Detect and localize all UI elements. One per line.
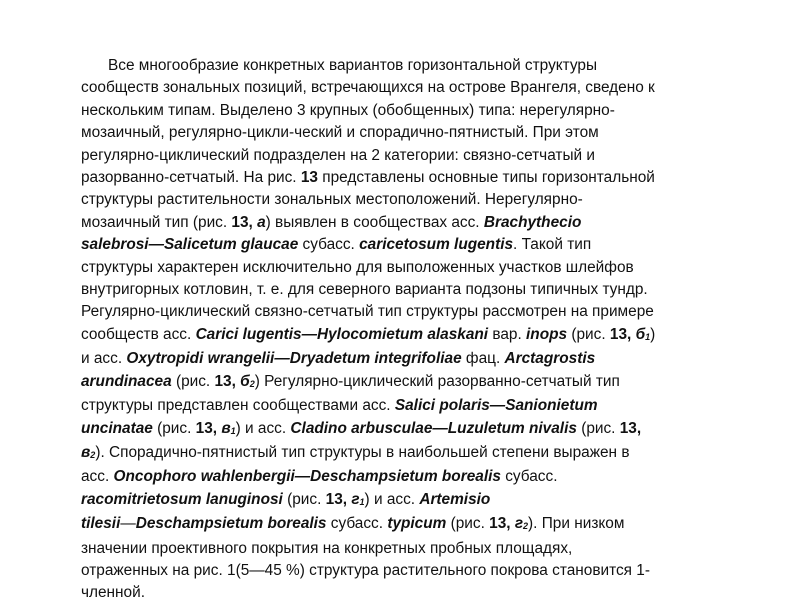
paragraph-line	[81, 279, 751, 301]
text-run: сообществ зональных позиций, встречающихся на острове Врангеля, сведено к	[81, 79, 655, 97]
text-run: (рис.	[446, 515, 490, 533]
text-run: (рис.	[576, 419, 620, 437]
latin-name-run: Deschampsietum borealis	[135, 515, 327, 533]
text-run: нескольким типам. Выделено 3 крупных (обобщенных) типа: нерегулярно-	[81, 101, 615, 119]
latin-name-run: salebrosi—Salicetum glaucae	[81, 236, 299, 254]
text-run: внутригорных котловин, т. е. для северного варианта подзоны типичных тундр.	[81, 281, 648, 299]
latin-name-run: б	[240, 372, 250, 390]
paragraph-line	[81, 560, 751, 582]
paragraph-line	[81, 122, 751, 144]
bold-text-run: 13,	[619, 419, 642, 437]
text-run: (рис.	[171, 372, 215, 390]
text-run: отраженных на рис. 1(5—45 %) структура растительного покрова становится 1-	[81, 561, 650, 579]
paragraph-line	[81, 77, 751, 99]
paragraph-line	[81, 234, 751, 256]
paragraph-line	[81, 55, 751, 77]
latin-name-run: tilesii	[81, 515, 121, 533]
text-run: субасс.	[298, 236, 360, 254]
text-run: Регулярно-циклический связно-сетчатый тип структуры рассмотрен на примере	[81, 303, 654, 321]
text-run: мозаичный, регулярно-цикли-ческий и спорадично-пятнистый. При этом	[81, 124, 599, 142]
text-run: (рис.	[567, 325, 610, 343]
text-run: асс.	[81, 468, 114, 486]
text-run: ). При низком	[528, 515, 625, 533]
paragraph-line	[81, 324, 751, 348]
latin-name-run: Carici lugentis—Hylocomietum alaskani	[195, 325, 489, 343]
text-run: Все многообразие конкретных вариантов горизонтальной структуры	[108, 57, 598, 74]
latin-name-run: б	[635, 325, 646, 343]
text-run: вар.	[488, 325, 527, 343]
text-run: регулярно-циклический подразделен на 2 категории: связно-сетчатый и	[81, 146, 595, 164]
latin-name-run: caricetosum lugentis	[359, 236, 514, 254]
text-run: ) и асс.	[235, 419, 291, 437]
paragraph-line	[81, 538, 751, 560]
text-run: мозаичный тип (рис.	[81, 213, 232, 231]
text-run: субасс.	[326, 515, 388, 533]
paragraph-line	[81, 100, 751, 122]
subscript-index: 1	[230, 425, 236, 436]
text-run: субасс.	[500, 468, 558, 486]
text-run: ) Регулярно-циклический разорванно-сетчатый тип	[254, 372, 620, 390]
paragraph-line	[81, 212, 751, 234]
bold-text-run: 13,	[489, 515, 515, 533]
text-run: (рис.	[282, 490, 326, 508]
bold-text-run: 13,	[195, 419, 222, 437]
latin-name-run: racomitrietosum lanuginosi	[81, 490, 283, 508]
text-run: фац.	[461, 350, 505, 368]
bold-text-run: 13	[300, 169, 318, 187]
paragraph-line	[81, 582, 751, 604]
text-run: значении проективного покрытия на конкретных пробных площадях,	[81, 539, 573, 557]
bold-text-run: 13,	[214, 372, 241, 390]
bold-text-run: 13,	[231, 213, 258, 231]
latin-name-run: в	[221, 419, 231, 437]
latin-name-run: Salici polaris—Sanionietum	[394, 397, 598, 415]
paragraph-line	[81, 145, 751, 167]
subscript-index: 1	[359, 496, 365, 507]
paragraph-line	[81, 442, 751, 466]
latin-name-run: uncinatae	[81, 419, 153, 437]
text-run: структуры представлен сообществами асс.	[81, 397, 395, 415]
subscript-index: 2	[90, 449, 96, 460]
latin-name-run: Oxytropidi wrangelii—Dryadetum integrifoliae	[126, 350, 462, 368]
subscript-index: 1	[645, 331, 651, 342]
subscript-index: 2	[523, 521, 529, 532]
latin-name-run: inops	[526, 325, 568, 343]
latin-name-run: Brachythecio	[483, 213, 582, 231]
latin-name-run: Artemisio	[419, 490, 491, 508]
latin-name-run: typicum	[387, 515, 447, 533]
bold-text-run: 13,	[325, 490, 352, 508]
latin-name-run: Cladino arbusculae—Luzuletum nivalis	[290, 419, 577, 437]
paragraph-line	[81, 395, 751, 417]
text-run: сообществ асс.	[81, 325, 196, 343]
paragraph-line	[81, 513, 751, 537]
latin-name-run: Arctagrostis	[504, 350, 596, 368]
latin-name-run: г	[514, 515, 524, 533]
text-run: представлены основные типы горизонтальной	[317, 169, 655, 187]
paragraph-line	[81, 348, 751, 370]
text-run: ). Спорадично-пятнистый тип структуры в наибольшей степени выражен в	[95, 443, 630, 461]
paragraph-line	[81, 189, 751, 211]
text-run: ) и асс.	[364, 490, 420, 508]
bold-text-run: 13,	[609, 325, 636, 343]
text-run: членной.	[81, 584, 145, 602]
latin-name-run: г	[351, 490, 360, 508]
text-run: структуры растительности зональных местоположений. Нерегулярно-	[81, 191, 583, 209]
text-run: разорванно-сетчатый. На рис.	[81, 169, 301, 187]
text-run: (рис.	[152, 419, 196, 437]
latin-name-run: Oncophoro wahlenbergii—Deschampsietum borealis	[113, 468, 501, 486]
latin-name-run: arundinacea	[81, 372, 172, 390]
paragraph-line	[81, 371, 751, 395]
text-run: . Такой тип	[513, 236, 592, 254]
paragraph-line	[81, 257, 751, 279]
paragraph-line	[81, 489, 751, 513]
body-paragraph	[81, 55, 751, 605]
text-run: структуры характерен исключительно для выположенных участков шлейфов	[81, 258, 634, 276]
subscript-index: 2	[249, 378, 255, 389]
paragraph-line	[81, 301, 751, 323]
text-run: —	[120, 515, 136, 533]
latin-name-run: в	[81, 443, 91, 461]
text-run: ) выявлен в сообществах асс.	[265, 213, 484, 231]
text-run: )	[650, 325, 656, 343]
text-run: и асс.	[81, 350, 127, 368]
latin-name-run: а	[257, 213, 266, 231]
paragraph-line	[81, 418, 751, 442]
paragraph-line	[81, 167, 751, 189]
paragraph-line	[81, 466, 751, 488]
